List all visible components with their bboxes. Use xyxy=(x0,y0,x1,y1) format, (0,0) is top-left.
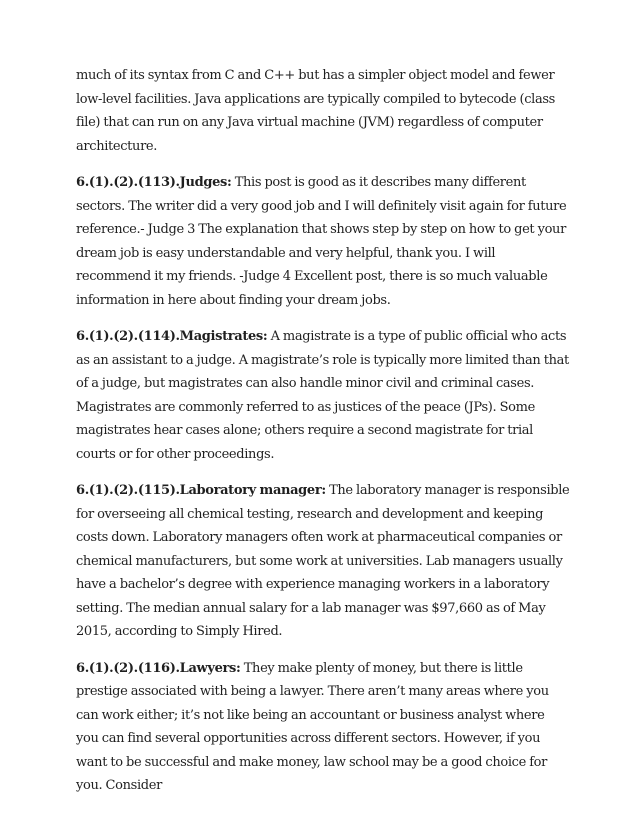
document-body xyxy=(76,64,570,811)
section-heading-judges: 6.(1).(2).(113).Judges: xyxy=(76,175,232,190)
paragraph-java-continuation xyxy=(76,64,570,158)
section-heading-magistrates: 6.(1).(2).(114).Magistrates: xyxy=(76,329,268,344)
paragraph-text: This post is good as it describes many different sectors. The writer did a very good job and I will definitely visit again for future reference.- Judge 3 The explanation that shows step by step on how to get your dream job is easy understandable and very helpful, thank you. I will recommend it my friends. -Judge 4 Excellent post, there is so much valuable information in here about finding your dream jobs. xyxy=(76,175,567,308)
paragraph-judges xyxy=(76,171,570,312)
paragraph-text: The laboratory manager is responsible for overseeing all chemical testing, research and development and keeping costs down. Laboratory managers often work at pharmaceutical companies or chemical manufacturers, but some work at universities. Lab managers usually have a bachelor’s degree with experience managing workers in a laboratory setting. The median annual salary for a lab manager was $97,660 as of May 2015, according to Simply Hired. xyxy=(76,483,570,639)
section-heading-laboratory-manager: 6.(1).(2).(115).Laboratory manager: xyxy=(76,483,326,498)
section-heading-lawyers: 6.(1).(2).(116).Lawyers: xyxy=(76,660,241,676)
paragraph-magistrates xyxy=(76,325,570,466)
paragraph-text: A magistrate is a type of public official who acts as an assistant to a judge. A magistrate’s role is typically more limited than that of a judge, but magistrates can also handle minor civil and criminal cases. Magistrates are commonly referred to as justices of the peace (JPs). Some magistrates hear cases alone; others require a second magistrate for trial courts or for other proceedings. xyxy=(76,329,569,462)
paragraph-laboratory-manager xyxy=(76,479,570,644)
paragraph-text: much of its syntax from C and C++ but has a simpler object model and fewer low-level facilities. Java applications are typically compiled to bytecode (class file) that can run on any Java virtual machine (JVM) regardless of computer architecture. xyxy=(76,68,555,154)
paragraph-lawyers xyxy=(76,657,570,798)
paragraph-text: They make plenty of money, but there is little prestige associated with being a lawyer. There aren’t many areas where you can work either; it’s not like being an accountant or business analyst where you can find several opportunities across different sectors. However, if you want to be successful and make money, law school may be a good choice for you. Consider xyxy=(76,660,549,793)
